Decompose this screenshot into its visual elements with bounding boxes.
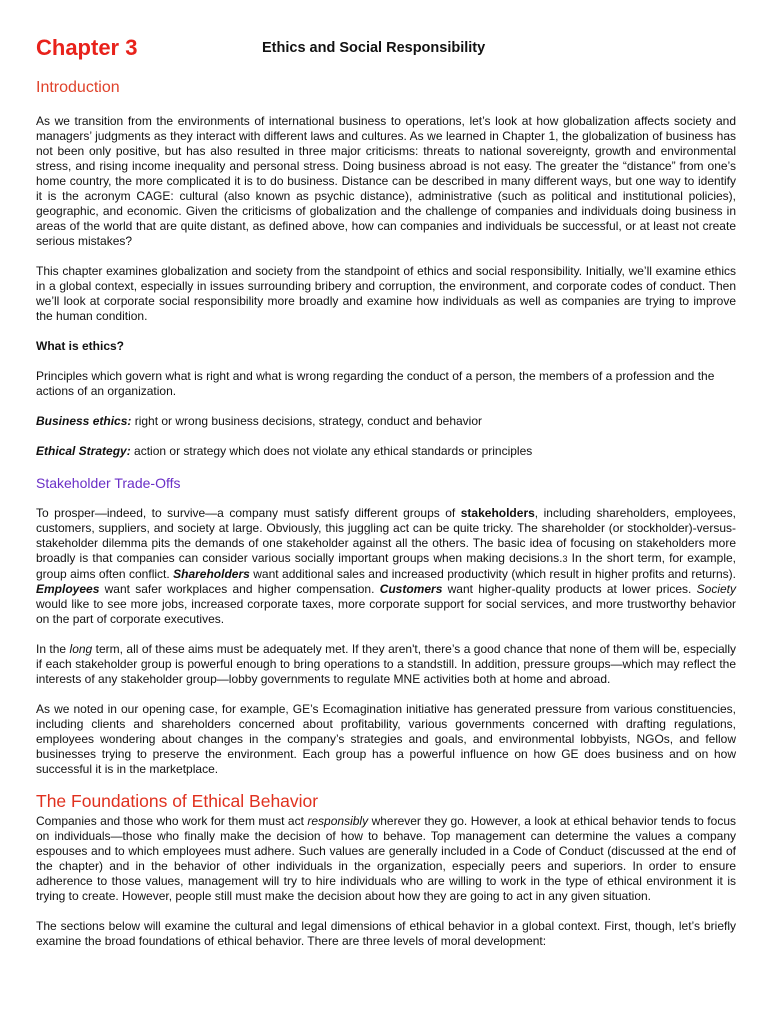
shareholders-term: Shareholders — [173, 567, 250, 581]
stakeholders-term: stakeholders — [460, 506, 535, 520]
introduction-heading: Introduction — [36, 79, 120, 96]
text-run: would like to see more jobs, increased corporate taxes, more corporate support for social services, and more trustworthy behavior on the part of corporate executives. — [36, 597, 736, 626]
foundations-heading: The Foundations of Ethical Behavior — [36, 791, 319, 811]
text-run: In the short term, for example, group aims often conflict. — [36, 551, 736, 581]
ethics-definition: Principles which govern what is right and what is wrong regarding the conduct of a person, the members of a profession and the actions of an organization. — [36, 369, 715, 398]
text-run: want additional sales and increased productivity (which result in higher profits and returns). — [249, 567, 736, 581]
ethics-question: What is ethics? — [36, 339, 125, 353]
text-run: , including shareholders, employees, customers, suppliers, and society at large. Obviously, this juggling act can be quite tricky. The shareholder (or stockholder)-versus-stakeholder dilemma pits the demands of one stakeholder against all the others. The basic idea of focusing on stakeholders more broadly is that companies can consider various socially important groups when making decisions. — [36, 506, 737, 565]
text-run: Companies and those who work for them must act — [36, 814, 308, 828]
business-ethics-term: Business ethics: — [36, 414, 132, 428]
customers-term: Customers — [379, 582, 443, 596]
employees-term: Employees — [36, 582, 100, 596]
responsibly-emphasis: responsibly — [307, 814, 369, 828]
stakeholder-paragraph-3: As we noted in our opening case, for example, GE’s Ecomagination initiative has generated pressure from various constituencies, including clients and shareholders concerned about profitability, various governments concerned with drafting regulations, employees wondering about changes in the company’s strategies and goals, and environmental lobbyists, NGOs, and fellow businesses trying to preserve the environment. Each group has a powerful influence on how GE does business and on how successful it is in the marketplace. — [36, 702, 736, 776]
foundations-paragraph-2: The sections below will examine the cultural and legal dimensions of ethical behavior in a global context. First, though, let’s briefly examine the broad foundations of ethical behavior. There are three levels of moral development: — [36, 919, 736, 948]
text-run: In the — [36, 642, 70, 656]
chapter-number: Chapter 3 — [36, 35, 138, 60]
chapter-title: Ethics and Social Responsibility — [262, 40, 486, 56]
text-run: want safer workplaces and higher compensation. — [99, 582, 380, 596]
stakeholder-paragraph-1 — [36, 506, 736, 627]
text-run: To prosper—indeed, to survive—a company must satisfy different groups of — [36, 506, 461, 520]
society-term: Society — [696, 582, 737, 596]
footnote-ref: 3 — [562, 554, 568, 564]
business-ethics-definition: right or wrong business decisions, strategy, conduct and behavior — [131, 414, 483, 428]
foundations-paragraph-1 — [36, 814, 736, 904]
long-term-emphasis: long — [69, 642, 93, 656]
intro-paragraph-2: This chapter examines globalization and society from the standpoint of ethics and social responsibility. Initially, we’ll examine ethics in a global context, especially in issues surrounding bribery and corruption, the environment, and corporate codes of conduct. Then we’ll look at corporate social responsibility more broadly and examine how individuals as well as companies are trying to improve the human condition. — [36, 264, 736, 323]
text-run: term, all of these aims must be adequately met. If they aren't, there’s a good chance that none of them will be, especially if each stakeholder group is powerful enough to bring operations to a standstill. In addition, pressure groups—which may reflect the interests of any stakeholder group—lobby governments to regulate MNE activities both at home and abroad. — [36, 642, 737, 686]
intro-paragraph-1: As we transition from the environments of international business to operations, let’s look at how globalization affects society and managers’ judgments as they interact with different laws and cultures. As we learned in Chapter 1, the globalization of business has not been only positive, but has also resulted in three major criticisms: threats to national sovereignty, growth and environmental stress, and rising income inequality and personal stress. Doing business abroad is not easy. The greater the “distance” from one’s home country, the more complicated it is to do business. Distance can be described in many different ways, but one way to identify it is the acronym CAGE: cultural (also known as psychic distance), administrative (such as political and institutional policies), geographic, and economic. Given the criticisms of globalization and the challenge of companies and individuals doing business in areas of the world that are quite distant, as defined above, how can companies and individuals be successful, or at least not create serious mistakes? — [36, 114, 736, 248]
business-ethics-line — [36, 414, 736, 429]
ethical-strategy-term: Ethical Strategy: — [36, 444, 131, 458]
ethical-strategy-definition: action or strategy which does not violate any ethical standards or principles — [130, 444, 533, 458]
text-run: wherever they go. However, a look at ethical behavior tends to focus on individuals—those who finally make the decision of how to behave. Top management can determine the values a company espouses and to which employees must adhere. Such values are generally included in a Code of Conduct (discussed at the end of the chapter) and in the behavior of other individuals in the organization, especially peers and superiors. In order to ensure adherence to those values, management will try to hire individuals who are willing to work in the type of ethical environment it is trying to create. However, people still must make the decision about how they are going to act in any given situation. — [36, 814, 736, 903]
chapter-header — [36, 34, 736, 78]
stakeholder-paragraph-2 — [36, 642, 736, 687]
ethical-strategy-line — [36, 444, 736, 459]
stakeholder-heading: Stakeholder Trade-Offs — [36, 475, 181, 491]
text-run: want higher-quality products at lower prices. — [442, 582, 697, 596]
